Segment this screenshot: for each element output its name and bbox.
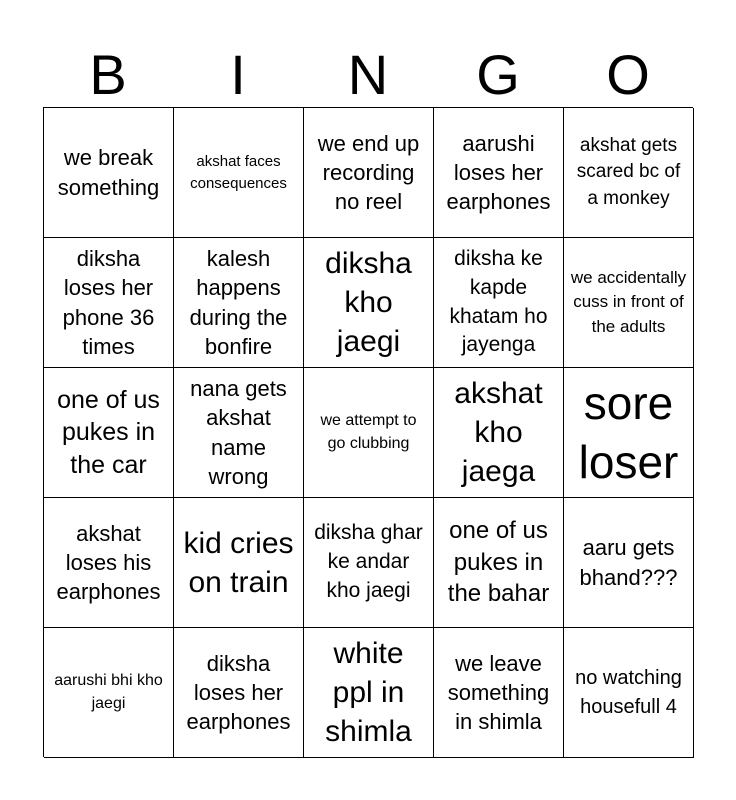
bingo-cell[interactable] (44, 238, 174, 368)
bingo-cell[interactable] (564, 238, 694, 368)
bingo-cell-text: kalesh happens during the bonfire (189, 246, 288, 359)
bingo-cell[interactable] (44, 498, 174, 628)
bingo-cell-text: we accidentally cuss in front of the adults (570, 267, 687, 336)
bingo-cell[interactable] (44, 628, 174, 758)
bingo-cell[interactable] (304, 498, 434, 628)
bingo-cell-text: nana gets akshat name wrong (190, 376, 287, 489)
bingo-cell-text: we leave something in shimla (447, 650, 550, 735)
bingo-cell[interactable] (174, 498, 304, 628)
bingo-cell-text: one of us pukes in the bahar (447, 516, 550, 608)
bingo-cell-text: we end up recording no reel (317, 130, 420, 215)
bingo-cell-text: akshat kho jaega (454, 377, 543, 488)
bingo-cell-text: diksha loses her earphones (186, 650, 291, 735)
bingo-cell-text: akshat gets scared bc of a monkey (576, 134, 681, 209)
bingo-cell-text: akshat faces consequences (190, 152, 287, 192)
bingo-cell-text: aaru gets bhand??? (579, 535, 678, 590)
bingo-cell-text: diksha ghar ke andar kho jaegi (314, 521, 423, 602)
bingo-cell[interactable] (564, 108, 694, 238)
bingo-cell[interactable] (434, 368, 564, 498)
bingo-cell[interactable] (304, 238, 434, 368)
bingo-cell[interactable] (434, 108, 564, 238)
bingo-cell-text: diksha loses her phone 36 times (62, 246, 155, 359)
bingo-cell-text: kid cries on train (183, 526, 294, 599)
header-letter-o: O (606, 43, 650, 106)
bingo-cell[interactable] (564, 498, 694, 628)
bingo-cell[interactable] (304, 108, 434, 238)
bingo-cell-text: aarushi loses her earphones (446, 130, 551, 215)
header-letter-n: N (347, 43, 389, 106)
bingo-cell[interactable] (434, 628, 564, 758)
bingo-cell-text: akshat loses his earphones (56, 520, 161, 605)
bingo-board (43, 107, 693, 757)
bingo-cell[interactable] (174, 628, 304, 758)
bingo-cell[interactable] (44, 368, 174, 498)
header-letter-i: I (230, 43, 246, 106)
bingo-cell[interactable] (434, 238, 564, 368)
bingo-cell-text: white ppl in shimla (325, 637, 412, 748)
header-letter-b: B (89, 43, 127, 106)
bingo-cell-text: sore loser (578, 376, 679, 488)
bingo-cell-text: diksha kho jaegi (325, 247, 412, 358)
bingo-cell[interactable] (564, 628, 694, 758)
header-letter-g: G (476, 43, 520, 106)
bingo-cell[interactable] (304, 368, 434, 498)
bingo-cell[interactable] (174, 108, 304, 238)
bingo-cell-text: aarushi bhi kho jaegi (54, 672, 163, 712)
bingo-cell[interactable] (44, 108, 174, 238)
bingo-cell-text: no watching housefull 4 (575, 666, 682, 718)
bingo-cell[interactable] (174, 238, 304, 368)
bingo-cell-text: one of us pukes in the car (57, 385, 160, 479)
bingo-cell-text: we break something (57, 145, 160, 200)
bingo-cell-text: we attempt to go clubbing (320, 412, 417, 452)
bingo-cell[interactable] (564, 368, 694, 498)
bingo-cell[interactable] (304, 628, 434, 758)
bingo-cell[interactable] (434, 498, 564, 628)
bingo-cell[interactable] (174, 368, 304, 498)
bingo-header (43, 44, 693, 106)
bingo-cell-text: diksha ke kapde khatam ho jayenga (449, 246, 548, 357)
